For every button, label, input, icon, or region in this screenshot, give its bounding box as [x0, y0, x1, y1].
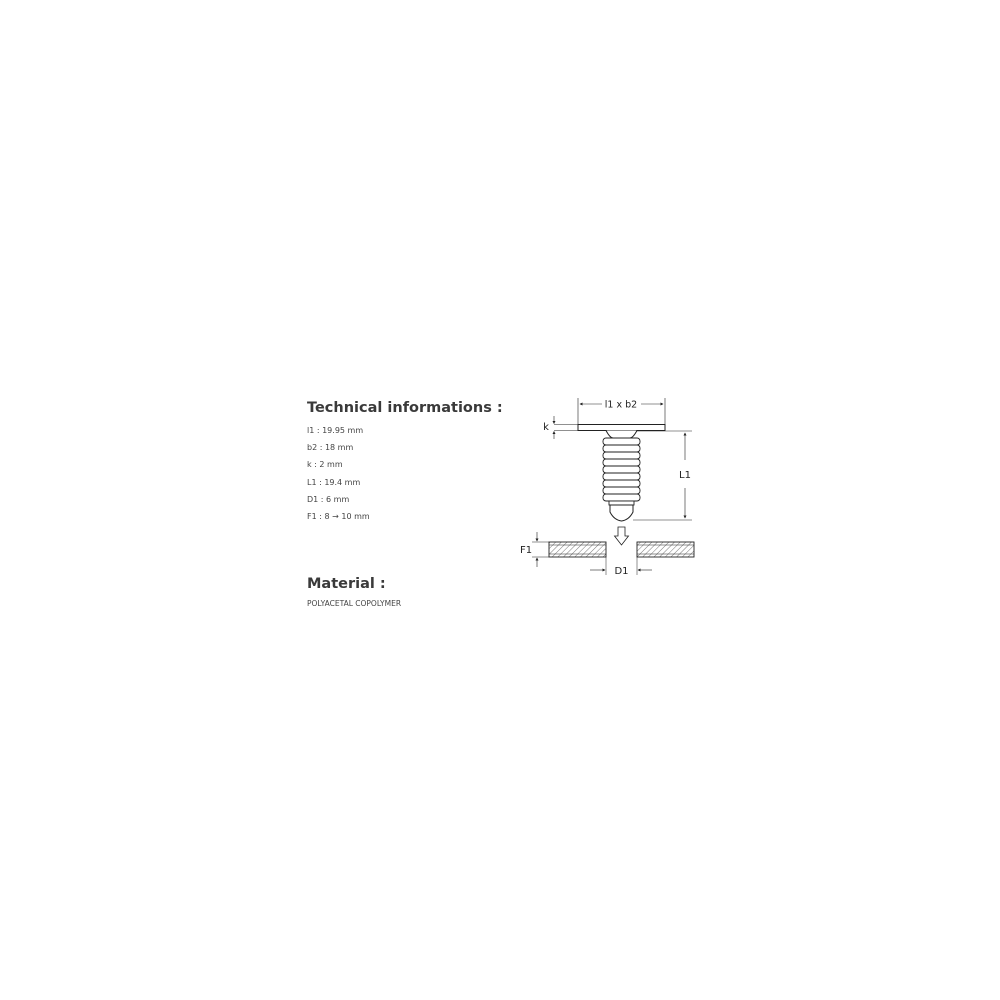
technical-heading: Technical informations :: [307, 400, 503, 416]
panel-left: [549, 542, 606, 557]
dimension-head-thickness: [543, 416, 578, 439]
label-head-thickness: k: [543, 422, 549, 433]
label-head-size: l1 x b2: [604, 399, 638, 411]
clip-collar: [606, 431, 637, 439]
label-length: L1: [679, 470, 691, 481]
spec-F1: F1 : 8 → 10 mm: [307, 512, 370, 522]
spec-b2: b2 : 18 mm: [307, 443, 354, 453]
spec-k: k : 2 mm: [307, 460, 343, 470]
clip-head: [578, 425, 665, 431]
technical-info: [307, 398, 507, 525]
spec-list: [307, 422, 507, 525]
dimension-length: [633, 431, 692, 520]
dimension-head-size: [578, 398, 665, 424]
clip-shank: [603, 438, 640, 505]
material-heading: Material :: [307, 576, 386, 592]
insertion-arrow-icon: [615, 527, 629, 545]
spec-D1: D1 : 6 mm: [307, 494, 350, 504]
label-panel-thickness: F1: [519, 545, 533, 556]
clip-diagram: [515, 390, 705, 580]
material-value: POLYACETAL COPOLYMER: [307, 599, 402, 608]
spec-L1: L1 : 19.4 mm: [307, 477, 361, 487]
dimension-hole-diameter: [590, 557, 652, 577]
spec-l1: l1 : 19.95 mm: [307, 426, 364, 435]
dimension-panel-thickness: [520, 532, 549, 567]
label-hole-diameter: D1: [614, 566, 629, 577]
panel-right: [637, 542, 694, 557]
clip-tip: [610, 505, 633, 521]
